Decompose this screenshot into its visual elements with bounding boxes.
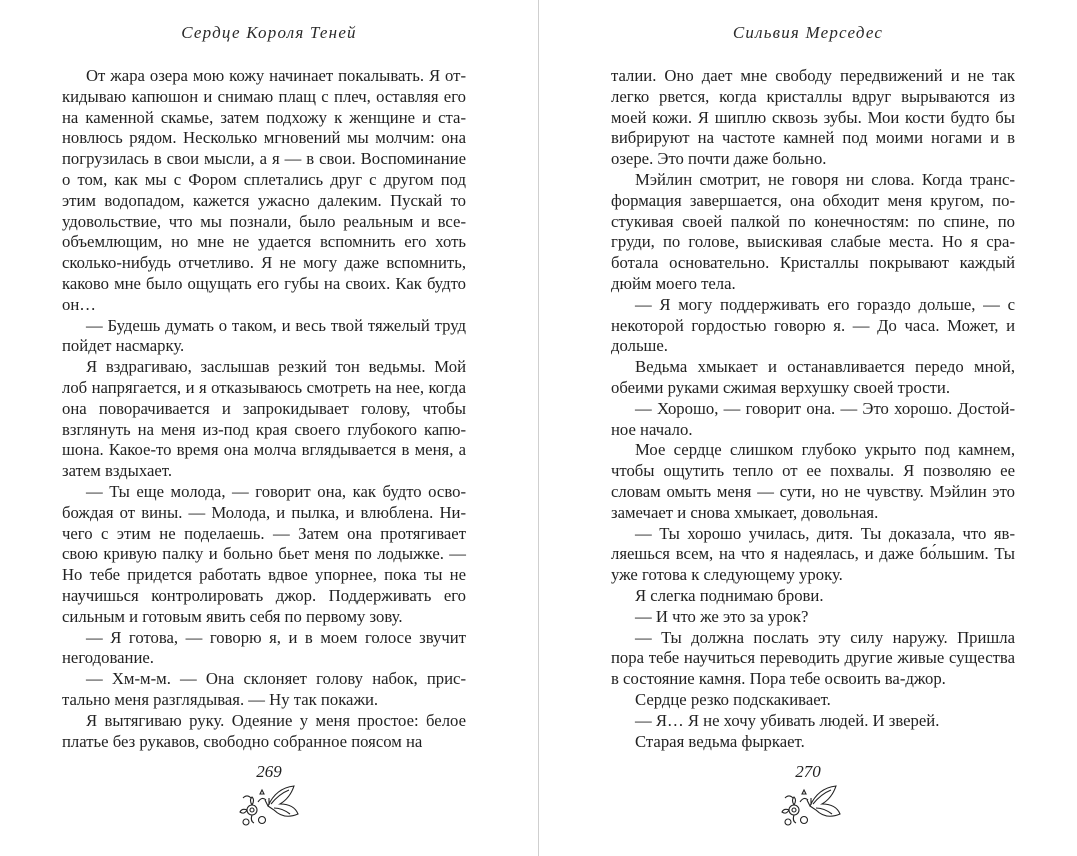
page-number: 269 xyxy=(256,762,282,781)
paragraph-continued: талии. Оно дает мне свободу передвижений и не так легко рвется, когда кристаллы вдруг вырываются из моей кожи. Я шиплю сквозь зубы. Мои кости будто бы вибрируют на частоте камней под моими ногами и в озере. Это почти даже больно. xyxy=(611,66,1015,169)
butterfly-flower-icon xyxy=(780,780,844,830)
paragraph: — Хм-м-м. — Она склоняет голову набок, пристально меня разглядывая. — Ну так покажи. xyxy=(62,669,466,709)
paragraph: Мое сердце слишком глубоко укрыто под камнем, чтобы ощутить тепло от ее похвалы. Я позволяю ее словам омыть меня — сути, но не чувству. Мэйлин это замечает и снова хмыкает, довольная. xyxy=(611,440,1015,522)
body-text xyxy=(62,66,466,752)
butterfly-flower-icon xyxy=(238,780,302,830)
left-page xyxy=(0,0,538,856)
right-page xyxy=(539,0,1077,856)
page-number: 270 xyxy=(795,762,821,781)
paragraph: — Я готова, — говорю я, и в моем голосе звучит негодование. xyxy=(62,627,466,668)
paragraph: Сердце резко подскакивает. xyxy=(635,689,831,709)
paragraph: — Я могу поддерживать его гораздо дольше, — с некоторой гордостью говорю я. — До часа. Может, и дольше. xyxy=(611,294,1015,356)
paragraph: — Ты хорошо училась, дитя. Ты доказала, что являешься всем, на что я надеялась, и даже бо́льшим. Ты уже готова к следующему уроку. xyxy=(611,523,1015,585)
paragraph: Мэйлин смотрит, не говоря ни слова. Когда трансформация завершается, она обходит меня кругом, постукивая своей палкой по конечностям: по спине, по груди, по голове, выискивая слабые места. Но я сработала основательно. Кристаллы покрывают каждый дюйм моего тела. xyxy=(611,169,1015,293)
paragraph: — Ты еще молода, — говорит она, как будто освобождая от вины. — Молода, и пылка, и влюблена. Ничего с этим не поделаешь. — Затем она протягивает свою кривую палку и больно бьет меня по лодыжке. — Но тебе придется работать вдвое упорнее, пока ты не научишься контролировать джор. Поддерживать его сильным и готовым явить себя по первому зову. xyxy=(62,481,466,626)
paragraph: Старая ведьма фыркает. xyxy=(635,731,805,751)
paragraph: От жара озера мою кожу начинает покалывать. Я откидываю капюшон и снимаю плащ с плеч, оставляя его на каменной скамье, затем подхожу к женщине и становлюсь рядом. Несколько мгновений мы молчим: она погрузилась в свои мысли, а я — в свои. Воспоминание о том, как мы с Фором сплетались друг с другом под этим водопадом, кажется ужасно далеким. Пускай то удовольствие, что мы познали, было реальным и всеобъемлющим, но мне не удается вспомнить его хоть сколько-нибудь отчетливо. Я не могу даже вспомнить, каково мне было ощущать его губы на своих. Как будто он… xyxy=(62,66,466,314)
body-text xyxy=(611,66,1015,752)
paragraph: — Ты должна послать эту силу наружу. Пришла пора тебе научиться переводить другие живые существа в состояние камня. Пора тебе освоить ва-джор. xyxy=(611,627,1015,689)
paragraph: — Хорошо, — говорит она. — Это хорошо. Достойное начало. xyxy=(611,398,1015,439)
paragraph: — Я… Я не хочу убивать людей. И зверей. xyxy=(635,710,940,730)
paragraph: Ведьма хмыкает и останавливается передо мной, обеими руками сжимая верхушку своей трости. xyxy=(611,357,1015,397)
paragraph: Я вытягиваю руку. Одеяние у меня простое: белое платье без рукавов, свободно собранное поясом на xyxy=(62,710,466,751)
paragraph: Я слегка поднимаю брови. xyxy=(635,585,824,605)
paragraph: Я вздрагиваю, заслышав резкий тон ведьмы. Мой лоб напрягается, и я отказываюсь смотреть на нее, когда она поворачивается и запрокидывает голову, чтобы взглянуть на меня из-под края своего глубокого капюшона. Какое-то время она молча вглядывается в меня, а затем вздыхает. xyxy=(62,357,466,481)
running-head: Сердце Короля Теней xyxy=(181,23,357,42)
running-head: Сильвия Мерседес xyxy=(732,23,884,42)
paragraph: — Будешь думать о таком, и весь твой тяжелый труд пойдет насмарку. xyxy=(62,315,466,356)
paragraph: — И что же это за урок? xyxy=(635,606,809,626)
